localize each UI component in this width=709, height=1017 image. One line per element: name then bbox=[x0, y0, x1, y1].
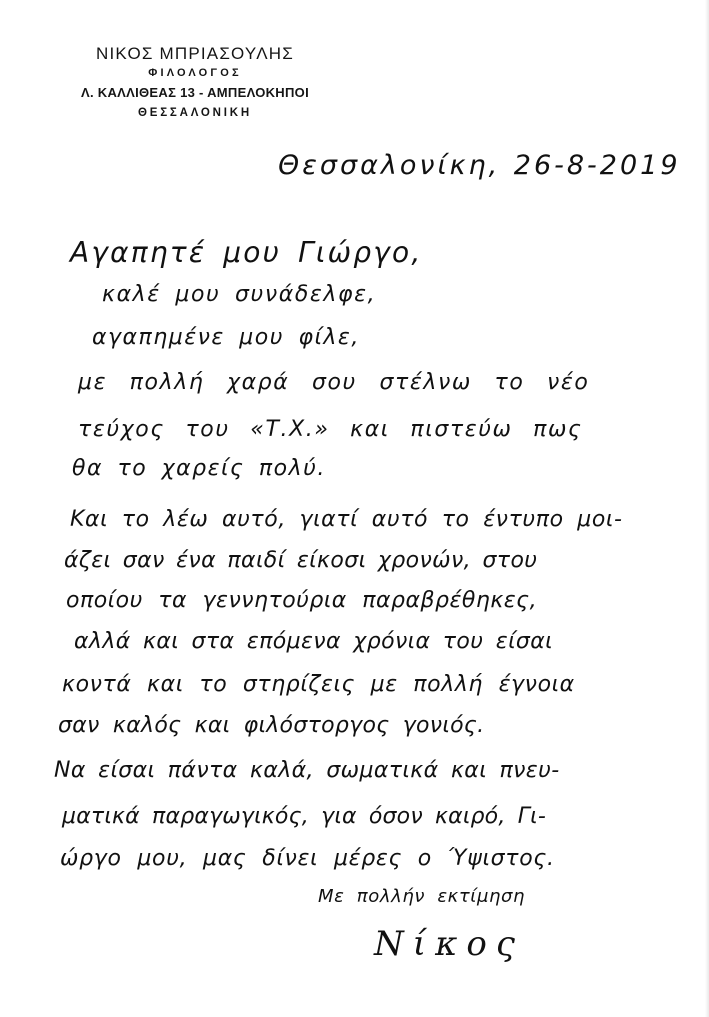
signature: Νίκος bbox=[374, 924, 524, 964]
wishes-line: Να είσαι πάντα καλά, σωματικά και πνευ- bbox=[54, 758, 560, 783]
closing-line: Με πολλήν εκτίμηση bbox=[318, 886, 526, 907]
wishes-line: ώργο μου, μας δίνει μέρες ο Ύψιστος. bbox=[60, 846, 555, 871]
letterhead bbox=[40, 44, 350, 123]
greeting-line: αγαπημένε μου φίλε, bbox=[92, 325, 360, 350]
letterhead-city: ΘΕΣΣΑΛΟΝΙΚΗ bbox=[138, 107, 252, 119]
scan-edge-shadow bbox=[705, 0, 709, 1017]
letterhead-name: ΝΙΚΟΣ ΜΠΡΙΑΣΟΥΛΗΣ bbox=[96, 44, 294, 63]
body-line: με πολλή χαρά σου στέλνω το νέο bbox=[78, 370, 590, 395]
paragraph-line: οποίου τα γεννητούρια παραβρέθηκες, bbox=[66, 588, 538, 613]
body-line: τεύχος του «Τ.Χ.» και πιστεύω πως bbox=[78, 417, 583, 442]
body-line: θα το χαρείς πολύ. bbox=[72, 456, 326, 481]
wishes-line: ματικά παραγωγικός, για όσον καιρό, Γι- bbox=[62, 804, 546, 829]
paragraph-line: άζει σαν ένα παιδί είκοσι χρονών, στου bbox=[64, 548, 538, 573]
greeting-line: καλέ μου συνάδελφε, bbox=[102, 282, 377, 307]
paragraph-line: αλλά και στα επόμενα χρόνια του είσαι bbox=[74, 629, 554, 654]
place-date: Θεσσαλονίκη, 26-8-2019 bbox=[278, 150, 681, 181]
paragraph-line: σαν καλός και φιλόστοργος γονιός. bbox=[58, 713, 485, 738]
letterhead-address: Λ. ΚΑΛΛΙΘΕΑΣ 13 - ΑΜΠΕΛΟΚΗΠΟΙ bbox=[80, 85, 310, 100]
greeting-line: Αγαπητέ μου Γιώργο, bbox=[70, 236, 423, 269]
paragraph-line: Και το λέω αυτό, γιατί αυτό το έντυπο μοι- bbox=[70, 507, 623, 532]
paragraph-line: κοντά και το στηρίζεις με πολλή έγνοια bbox=[62, 672, 575, 697]
letterhead-profession: ΦΙΛΟΛΟΓΟΣ bbox=[148, 67, 242, 79]
